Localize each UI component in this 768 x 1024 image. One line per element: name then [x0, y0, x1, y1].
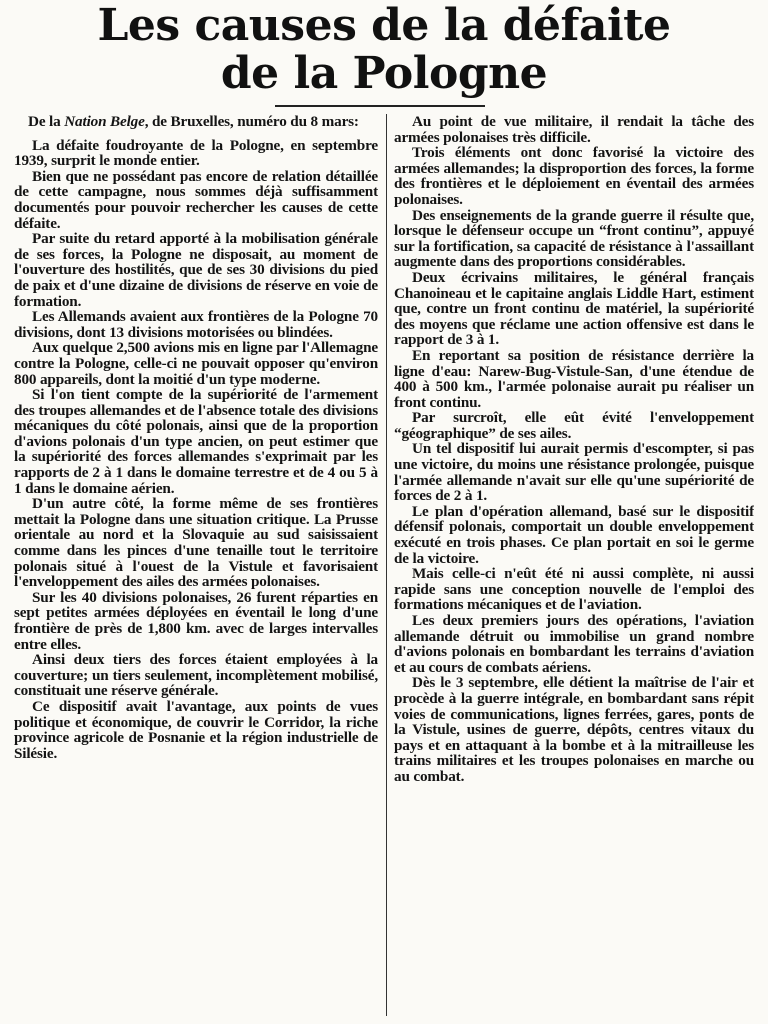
article-body	[14, 114, 754, 1020]
article-paragraph: Ainsi deux tiers des forces étaient employées à la couverture; un tiers seulement, incomplètement mobilisé, constituait une réserve générale.	[14, 651, 378, 700]
article-paragraph: Par suite du retard apporté à la mobilisation générale de ses forces, la Pologne ne disposait, au moment de l'ouverture des hostilités, que de ses 30 divisions du pied de paix et d'une dizaine de divisions de réserve en voie de formation.	[14, 230, 378, 310]
article-paragraph: Trois éléments ont donc favorisé la victoire des armées allemandes; la disproportion des forces, la forme des frontières et le déploiement en éventail des armées polonaises.	[394, 144, 754, 208]
intro-paragraph	[14, 114, 378, 130]
article-paragraph: Bien que ne possédant pas encore de relation détaillée de cette campagne, nous sommes déjà suffisamment documentés pour pouvoir rechercher les causes de cette défaite.	[14, 167, 378, 232]
article-paragraph: Ce dispositif avait l'avantage, aux points de vues politique et économique, de couvrir le Corridor, la riche province agricole de Posnanie et la région industrielle de Silésie.	[14, 697, 378, 762]
left-column	[14, 114, 378, 1020]
intro-source: Nation Belge	[64, 114, 145, 130]
headline-line-1: Les causes de la défaite	[97, 0, 671, 51]
article-paragraph: D'un autre côté, la forme même de ses frontières mettait la Pologne dans une situation critique. La Prusse orientale au nord et la Slovaquie au sud saisissaient comme dans les pinces d'une tenaille tout le territoire polonais situé à l'ouest de la Vistule et favorisaient l'enveloppement des ailes des armées polonaises.	[14, 495, 378, 591]
article-paragraph: Mais celle-ci n'eût été ni aussi complète, ni aussi rapide sans une conception nouvelle de l'emploi des formations mécaniques et de l'aviation.	[394, 565, 754, 614]
article-paragraph: En reportant sa position de résistance derrière la ligne d'eau: Narew-Bug-Vistule-San, d'une étendue de 400 à 500 km., l'armée polonaise aurait pu réaliser un front continu.	[394, 346, 754, 411]
article-paragraph: Deux écrivains militaires, le général français Chanoineau et le capitaine anglais Liddle Hart, estiment que, contre un front continu de matériel, la supériorité des moyens que réclame une action offensive est dans le rapport de 3 à 1.	[394, 268, 754, 349]
intro-suffix: , de Bruxelles, numéro du 8 mars:	[144, 114, 359, 130]
article-paragraph: Par surcroît, elle eût évité l'enveloppement “géographique” de ses ailes.	[394, 409, 754, 442]
article-paragraph: Au point de vue militaire, il rendait la tâche des armées polonaises très difficile.	[394, 114, 754, 146]
right-paragraphs	[394, 114, 754, 785]
article-paragraph: Le plan d'opération allemand, basé sur le dispositif défensif polonais, comportait un double enveloppement exécuté en trois phases. Ce plan portait en soi le germe de la victoire.	[394, 502, 754, 567]
right-column	[394, 114, 754, 1020]
article-paragraph: Si l'on tient compte de la supériorité de l'armement des troupes allemandes et de l'absence totale des divisions mécaniques du côté polonais, ainsi que de la proportion d'avions polonais d'un type ancien, on peut estimer que la supériorité des forces allemandes s'exprimait par les rapports de 2 à 1 dans le domaine terrestre et de 4 ou 5 à 1 dans le domaine aérien.	[14, 386, 378, 497]
headline	[0, 0, 768, 98]
article-paragraph: Aux quelque 2,500 avions mis en ligne par l'Allemagne contre la Pologne, celle-ci ne pouvait opposer qu'environ 800 appareils, dont la moitié d'un type moderne.	[14, 339, 378, 388]
headline-rule	[275, 105, 485, 107]
article-paragraph: Un tel dispositif lui aurait permis d'escompter, si pas une victoire, du moins une résistance prolongée, puisque l'armée allemande n'avait sur elle qu'une supériorité de forces de 2 à 1.	[394, 440, 754, 505]
article-paragraph: Les Allemands avaient aux frontières de la Pologne 70 divisions, dont 13 divisions motorisées ou blindées.	[14, 308, 378, 341]
article-paragraph: Sur les 40 divisions polonaises, 26 furent réparties en sept petites armées déployées en éventail le long d'une frontière de près de 1,800 km. avec de larges intervalles entre elles.	[14, 588, 378, 653]
article-paragraph: Dès le 3 septembre, elle détient la maîtrise de l'air et procède à la guerre intégrale, en bombardant sans répit voies de communications, lignes ferrées, gares, ponts de la Vistule, usines de guerre, dépôts, centres vitaux du pays et en attaquant à la bombe et à la mitrailleuse les trains militaires et les troupes polonaises en marche ou au combat.	[394, 674, 754, 785]
intro-prefix: De la	[28, 114, 61, 130]
headline-line-2: de la Pologne	[220, 48, 548, 99]
article-paragraph: Les deux premiers jours des opérations, l'aviation allemande détruit ou immobilise un grand nombre d'avions polonais en bombardant les terrains d'aviation et au cours de combats aériens.	[394, 612, 754, 676]
article-paragraph: La défaite foudroyante de la Pologne, en septembre 1939, surprit le monde entier.	[14, 136, 378, 170]
left-paragraphs	[14, 138, 378, 762]
article-paragraph: Des enseignements de la grande guerre il résulte que, lorsque le défenseur occupe un “front continu”, appuyé sur la fortification, sa capacité de résistance à l'assaillant augmente dans des proportions considérables.	[394, 206, 754, 271]
